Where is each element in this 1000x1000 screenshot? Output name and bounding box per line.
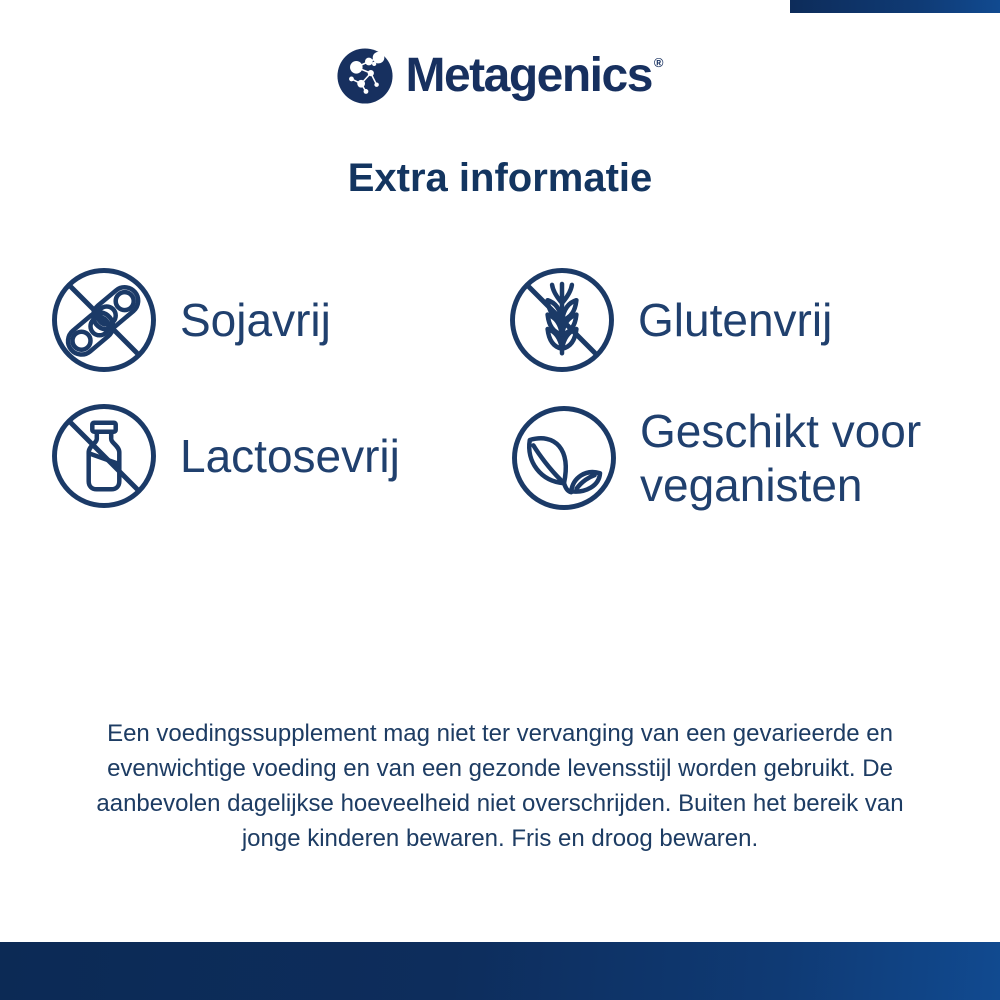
feature-label-lactose-free: Lactosevrij bbox=[180, 429, 400, 482]
no-soy-icon bbox=[50, 266, 158, 374]
no-lactose-icon bbox=[50, 402, 158, 510]
disclaimer-line: aanbevolen dagelijkse hoeveelheid niet overschrijden. Buiten het bereik van bbox=[96, 790, 904, 817]
disclaimer-text bbox=[0, 716, 1000, 856]
disclaimer-line: evenwichtige voeding en van een gezonde levensstijl worden gebruikt. De bbox=[107, 755, 893, 782]
feature-lactose-free bbox=[50, 402, 400, 510]
feature-gluten-free bbox=[508, 266, 832, 374]
feature-label-gluten-free: Glutenvrij bbox=[638, 293, 833, 346]
no-gluten-icon bbox=[508, 266, 616, 374]
feature-label-soy-free: Sojavrij bbox=[180, 293, 331, 346]
disclaimer-line: Een voedingssupplement mag niet ter vervanging van een gevarieerde en bbox=[107, 720, 893, 747]
metagenics-molecule-icon bbox=[336, 47, 394, 105]
vegan-leaves-icon bbox=[510, 404, 618, 512]
brand-name-text: Metagenics bbox=[405, 49, 652, 102]
feature-vegan bbox=[510, 404, 940, 513]
feature-soy-free bbox=[50, 266, 331, 374]
brand-wordmark bbox=[405, 49, 664, 102]
disclaimer-line: jonge kinderen bewaren. Fris en droog bewaren. bbox=[241, 825, 759, 852]
registered-trademark-symbol: ® bbox=[653, 55, 664, 70]
brand-logo bbox=[0, 44, 1000, 108]
bottom-accent-bar bbox=[0, 942, 1000, 1000]
page-title: Extra informatie bbox=[347, 156, 653, 200]
top-right-accent-bar bbox=[790, 0, 1000, 13]
feature-label-vegan: Geschikt voor veganisten bbox=[640, 405, 922, 512]
